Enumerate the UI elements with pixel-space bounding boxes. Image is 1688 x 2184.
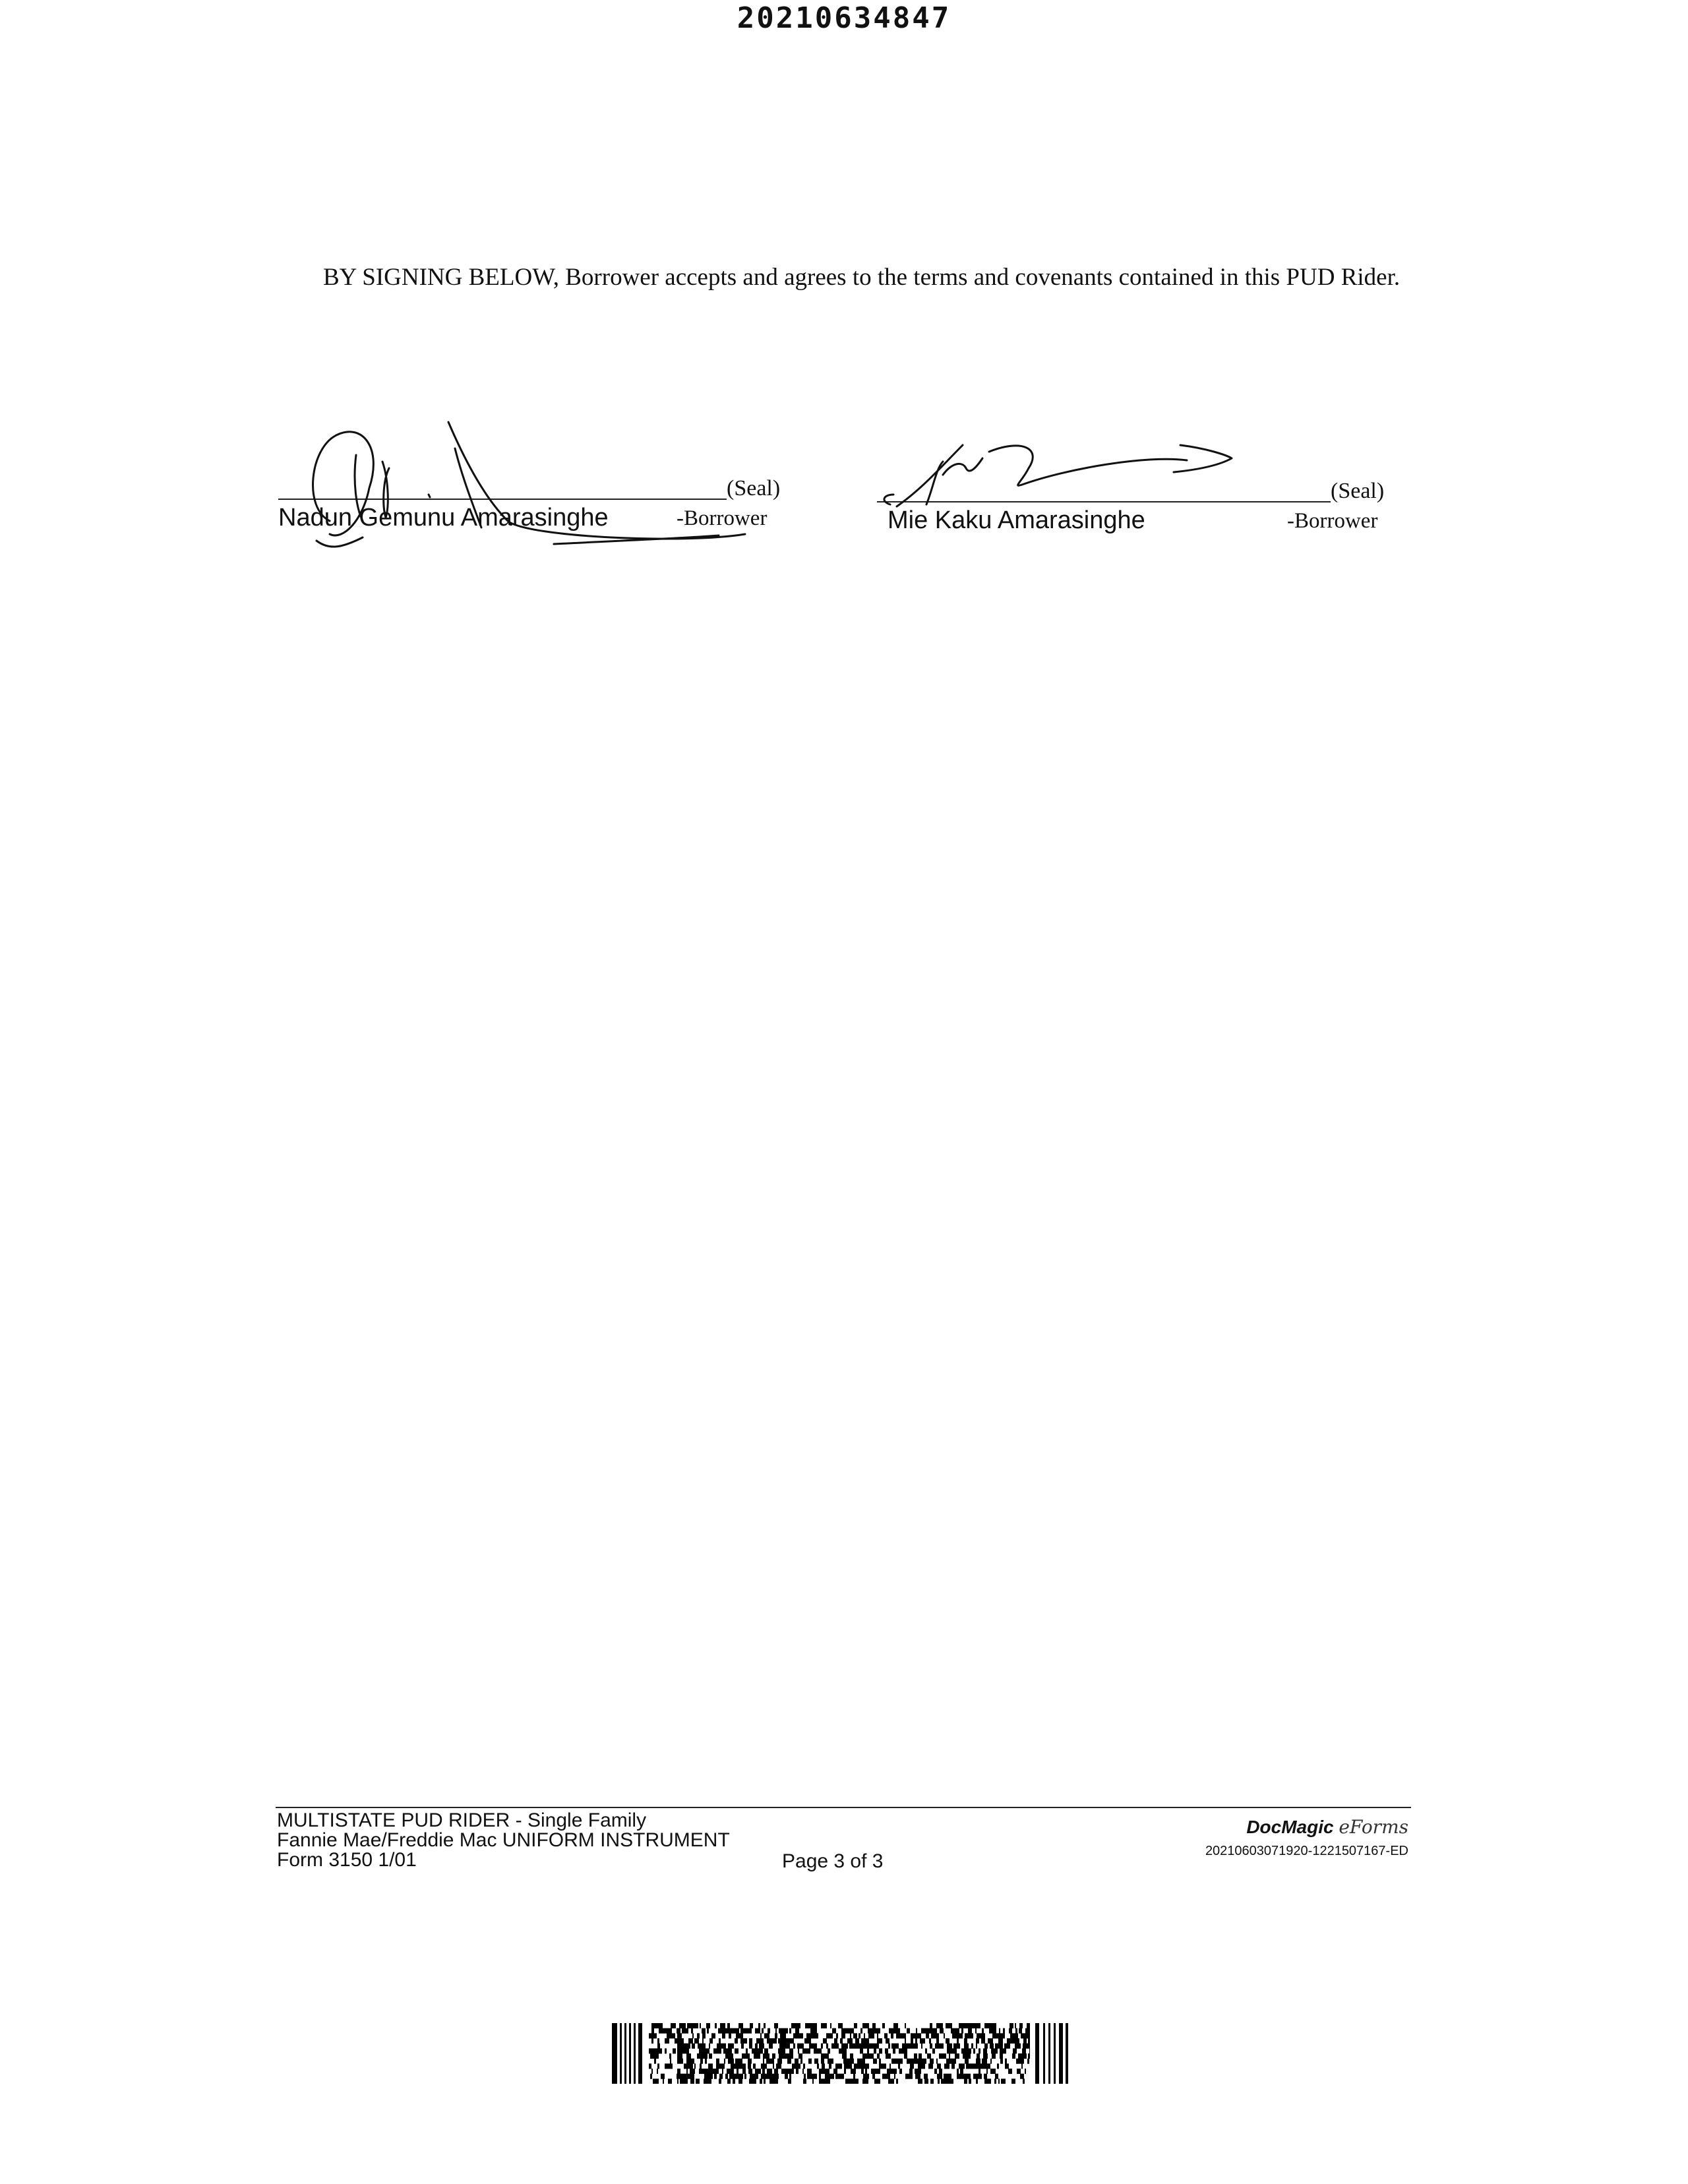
- seal-label-borrower-1: (Seal): [727, 476, 781, 501]
- pdf417-barcode: [612, 2023, 1068, 2084]
- borrower-name-2: Mie Kaku Amarasinghe: [888, 506, 1145, 534]
- footer-form-number: Form 3150 1/01: [277, 1849, 417, 1871]
- footer-divider: [276, 1807, 1411, 1808]
- footer-instrument-line: Fannie Mae/Freddie Mac UNIFORM INSTRUMENT: [277, 1829, 730, 1851]
- docmagic-logo: [1233, 1816, 1408, 1838]
- borrower-role-1: -Borrower: [677, 506, 768, 530]
- seal-label-borrower-2: (Seal): [1331, 479, 1385, 503]
- footer-page-number: Page 3 of 3: [782, 1850, 884, 1872]
- borrower-role-2: -Borrower: [1287, 509, 1378, 533]
- borrower-name-1: Nadun Gemunu Amarasinghe: [278, 504, 609, 531]
- signing-acknowledgement-text: BY SIGNING BELOW, Borrower accepts and agrees to the terms and covenants contained in this PUD Rider.: [323, 264, 1401, 291]
- recording-document-number: 20210634847: [737, 1, 951, 35]
- docmagic-document-code: 20210603071920-1221507167-ED: [1205, 1844, 1408, 1858]
- footer-form-title: MULTISTATE PUD RIDER - Single Family: [277, 1809, 647, 1831]
- handwritten-signature-2: [870, 429, 1253, 521]
- docmagic-logo-doc: DocMagic: [1246, 1817, 1334, 1837]
- handwritten-signature-1: [290, 409, 768, 561]
- docmagic-logo-eforms: eForms: [1339, 1816, 1408, 1838]
